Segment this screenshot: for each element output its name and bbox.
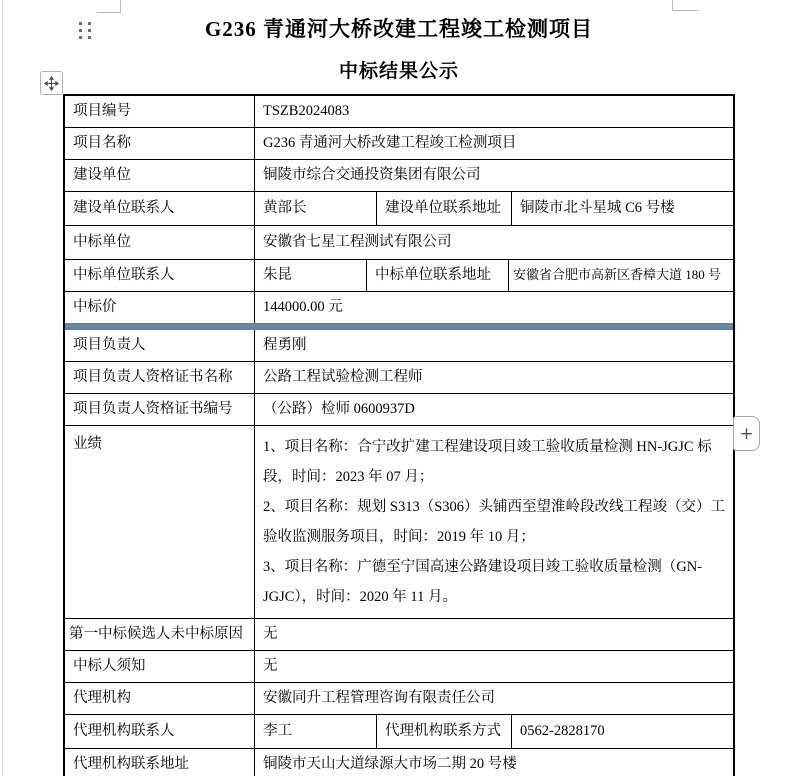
row-value: 144000.00 元 bbox=[263, 299, 343, 316]
table-row bbox=[65, 619, 733, 651]
row-label: 中标人须知 bbox=[65, 651, 255, 682]
table-row bbox=[65, 96, 733, 128]
row-label: 中标单位 bbox=[65, 226, 255, 259]
row-value: 无 bbox=[263, 626, 278, 643]
row-label: 项目名称 bbox=[65, 128, 255, 159]
table-split-divider bbox=[65, 323, 733, 330]
bid-result-table bbox=[63, 94, 735, 776]
plus-icon: + bbox=[739, 423, 754, 444]
row-value: （公路）检师 0600937D bbox=[263, 401, 415, 418]
table-row bbox=[65, 160, 733, 192]
table-row bbox=[65, 192, 733, 226]
row-value: 公路工程试验检测工程师 bbox=[263, 369, 423, 386]
table-row bbox=[65, 426, 733, 619]
row-label: 代理机构联系人 bbox=[65, 715, 255, 748]
table-row bbox=[65, 394, 733, 426]
row-value: 李工 bbox=[255, 715, 377, 748]
document-title: G236 青通河大桥改建工程竣工检测项目 bbox=[204, 17, 594, 41]
row-label: 中标单位联系人 bbox=[65, 260, 255, 291]
page-edge-line bbox=[2, 0, 3, 776]
table-row bbox=[65, 749, 733, 776]
row-label: 中标价 bbox=[65, 292, 255, 323]
row-value: 安徽同升工程管理咨询有限责任公司 bbox=[263, 690, 495, 707]
row-label: 业绩 bbox=[65, 426, 255, 618]
achievement-item: 3、项目名称：广德至宁国高速公路建设项目竣工验收质量检测（GN-JGJC），时间：2020 年 11 月。 bbox=[263, 559, 703, 605]
table-row bbox=[65, 330, 733, 362]
row-value: 无 bbox=[263, 658, 278, 675]
margin-crop-mark-right bbox=[672, 0, 698, 11]
achievement-item: 2、项目名称：规划 S313（S306）头铺西至望淮岭段改线工程竣（交）工验收监测服务项目，时间：2019 年 10 月； bbox=[263, 499, 726, 545]
row-value: G236 青通河大桥改建工程竣工检测项目 bbox=[263, 135, 517, 152]
table-row bbox=[65, 128, 733, 160]
table-move-handle[interactable] bbox=[40, 71, 63, 95]
row-value: 程勇刚 bbox=[263, 337, 307, 354]
row-label: 项目负责人资格证书名称 bbox=[65, 362, 255, 393]
table-row bbox=[65, 362, 733, 394]
row-label-2: 中标单位联系地址 bbox=[367, 260, 509, 291]
row-label-2: 建设单位联系地址 bbox=[377, 192, 512, 225]
row-label: 第一中标候选人未中标原因 bbox=[65, 619, 255, 650]
row-value bbox=[255, 426, 733, 618]
table-row bbox=[65, 260, 733, 292]
row-label: 代理机构 bbox=[65, 683, 255, 714]
table-row bbox=[65, 715, 733, 749]
table-row bbox=[65, 651, 733, 683]
move-arrows-icon bbox=[44, 76, 59, 91]
row-value: TSZB2024083 bbox=[263, 103, 350, 120]
row-label: 代理机构联系地址 bbox=[65, 749, 255, 776]
row-label: 建设单位联系人 bbox=[65, 192, 255, 225]
achievement-item: 1、项目名称：合宁改扩建工程建设项目竣工验收质量检测 HN-JGJC 标段，时间：2023 年 07 月； bbox=[263, 439, 712, 485]
table-row bbox=[65, 683, 733, 715]
margin-crop-mark-left bbox=[97, 0, 121, 13]
row-label: 项目负责人 bbox=[65, 330, 255, 361]
table-row bbox=[65, 292, 733, 323]
row-value: 朱昆 bbox=[255, 260, 367, 291]
row-value: 铜陵市天山大道绿源大市场二期 20 号楼 bbox=[263, 756, 517, 773]
row-label-2: 代理机构联系方式 bbox=[377, 715, 512, 748]
insert-row-button[interactable] bbox=[733, 416, 760, 451]
row-value: 安徽省七星工程测试有限公司 bbox=[263, 234, 452, 251]
row-label: 项目编号 bbox=[65, 96, 255, 127]
row-value: 黄部长 bbox=[255, 192, 377, 225]
row-label: 项目负责人资格证书编号 bbox=[65, 394, 255, 425]
row-value: 铜陵市综合交通投资集团有限公司 bbox=[263, 167, 481, 184]
row-label: 建设单位 bbox=[65, 160, 255, 191]
table-row bbox=[65, 226, 733, 260]
row-value-2: 0562-2828170 bbox=[520, 723, 605, 740]
row-value-2: 安徽省合肥市高新区香樟大道 180 号 bbox=[513, 267, 722, 283]
document-subtitle: 中标结果公示 bbox=[338, 61, 459, 82]
row-value-2: 铜陵市北斗星城 C6 号楼 bbox=[520, 200, 675, 217]
